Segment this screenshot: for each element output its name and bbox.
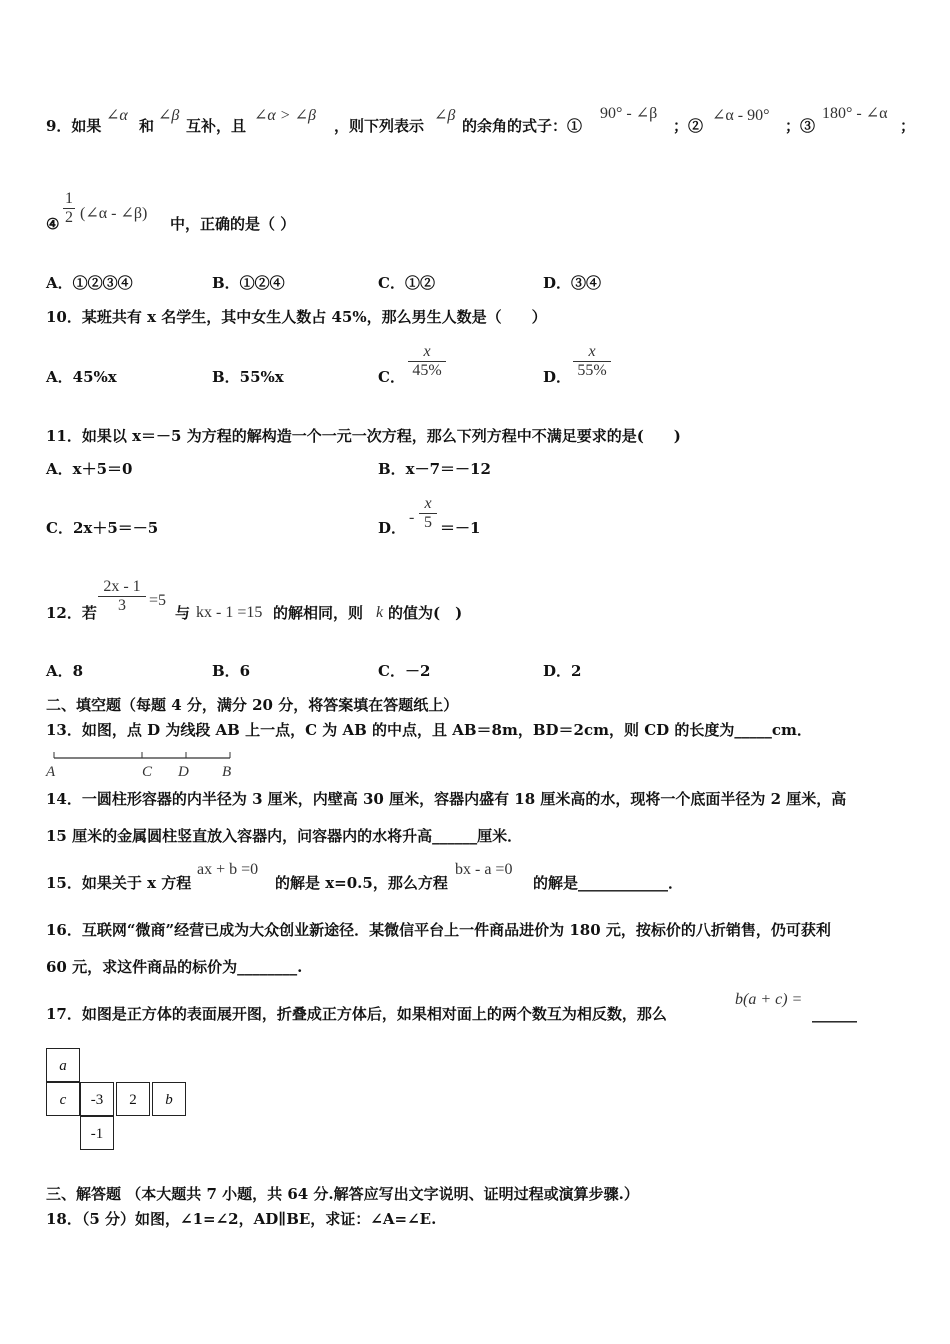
q11-stem: 11．如果以 x＝－5 为方程的解构造一个一元一次方程，那么下列方程中不满足要求的是( ) [46,427,681,445]
q12-option-a[interactable]: A．8 [46,662,84,680]
q9-sep3: ；③ [785,117,816,135]
q9-sep4: ； [900,117,916,135]
q12-option-c[interactable]: C．－2 [378,662,431,680]
q12-mid2: 的解相同，则 [273,604,364,622]
q10-option-d[interactable]: D． [543,368,572,386]
q10-d-den: 55% [577,362,607,379]
q9-item4-mark: ④ [46,215,60,233]
q16-line2: 60 元，求这件商品的标价为________. [46,958,303,976]
q11-d-minus: - [409,509,415,526]
q9-mid1: 互补，且 [186,117,247,135]
q9-option-b[interactable]: B．①②④ [212,274,285,292]
q9-tail: 中，正确的是（ ） [170,215,296,233]
q12-tail: 的值为( ) [388,604,463,622]
q9-frac-den: 2 [65,209,73,226]
q12-option-b[interactable]: B．6 [212,662,251,680]
q17-blank: ______ [812,1005,857,1023]
q10-option-c[interactable]: C． [378,368,405,386]
q10-d-fraction [573,343,611,380]
q9-angle-beta: ∠β [158,107,180,124]
q9-prefix: 9．如果 [46,117,102,135]
q13-stem: 13．如图，点 D 为线段 AB 上一点，C 为 AB 的中点，且 AB＝8m，BD＝2cm，则 CD 的长度为_____cm． [46,721,812,739]
q9-and: 和 [139,117,155,135]
q13-segment-figure [44,748,244,782]
q10-option-a[interactable]: A．45%x [46,368,117,386]
section-3-heading: 三、解答题 （本大题共 7 小题，共 64 分.解答应写出文字说明、证明过程或演算步骤.） [46,1185,639,1203]
section-2-heading: 二、填空题（每题 4 分，满分 20 分，将答案填在答题纸上） [46,696,459,714]
q9-fraction [63,190,75,227]
q18-stem: 18．（5 分）如图，∠1=∠2，AD∥BE，求证：∠A=∠E. [46,1210,437,1228]
q10-c-den: 45% [412,362,442,379]
q15-tail: 的解是____________． [533,874,684,892]
q9-expr3: 180° - ∠α [822,105,888,122]
q15-expr2: bx - a =0 [455,861,513,878]
q9-angle-beta2: ∠β [434,107,456,124]
q11-option-a[interactable]: A．x＋5＝0 [46,460,133,478]
cube-face-a: a [46,1048,80,1082]
q15-prefix: 15．如果关于 x 方程 [46,874,192,892]
label-d: D [178,764,189,780]
q12-frac-num: 2x - 1 [103,578,141,595]
q10-c-fraction [408,343,446,380]
q11-option-d[interactable]: D． [378,519,407,537]
q12-eq: =5 [149,592,167,609]
q9-expr4: (∠α - ∠β) [80,205,148,222]
q9-sep2: ；② [673,117,704,135]
q16-line1: 16．互联网“微商”经营已成为大众创业新途径．某微信平台上一件商品进价为 180 元，按标价的八折销售，仍可获利 [46,921,831,939]
q10-c-num: x [423,343,431,360]
q9-expr2: ∠α - 90° [712,107,770,124]
q12-frac-den: 3 [118,597,126,614]
q11-option-b[interactable]: B．x－7＝－12 [378,460,491,478]
q9-option-d[interactable]: D．③④ [543,274,602,292]
q9-condition: ∠α > ∠β [254,107,316,124]
q11-d-tail: ＝－1 [440,519,481,537]
q12-expr: kx - 1 =15 [196,604,263,621]
q9-mid3: 的余角的式子：① [462,117,583,135]
q15-expr1: ax + b =0 [197,861,259,878]
cube-face-c: c [46,1082,80,1116]
q9-mid2: ，则下列表示 [334,117,425,135]
q10-stem: 10．某班共有 x 名学生，其中女生人数占 45%，那么男生人数是（ ） [46,308,547,326]
label-a: A [46,764,56,780]
q11-d-den: 5 [424,514,432,531]
q12-var: k [376,604,384,621]
q9-option-c[interactable]: C．①② [378,274,435,292]
q10-d-num: x [588,343,596,360]
q9-frac-num: 1 [65,190,73,207]
cube-face-2: 2 [116,1082,150,1116]
q9-angle-alpha: ∠α [106,107,128,124]
q12-option-d[interactable]: D．2 [543,662,582,680]
q17-stem: 17．如图是正方体的表面展开图，折叠成正方体后，如果相对面上的两个数互为相反数，那么 [46,1005,667,1023]
label-b: B [222,764,232,780]
cube-face-b: b [152,1082,186,1116]
q9-expr1: 90° - ∠β [600,105,658,122]
q12-fraction [98,578,146,615]
q14-line1: 14．一圆柱形容器的内半径为 3 厘米，内壁高 30 厘米，容器内盛有 18 厘米高的水，现将一个底面半径为 2 厘米，高 [46,790,847,808]
q12-mid: 与 [175,604,191,622]
q11-d-fraction [419,495,437,532]
label-c: C [142,764,153,780]
cube-face-neg3: -3 [80,1082,114,1116]
q11-option-c[interactable]: C．2x＋5＝－5 [46,519,159,537]
q17-expr: b(a + c) = [735,991,803,1008]
q12-prefix: 12．若 [46,604,97,622]
q10-option-b[interactable]: B．55%x [212,368,284,386]
cube-face-neg1: -1 [80,1116,114,1150]
q14-line2: 15 厘米的金属圆柱竖直放入容器内，问容器内的水将升高______厘米． [46,827,523,845]
q15-mid: 的解是 x=0.5，那么方程 [275,874,448,892]
q9-option-a[interactable]: A．①②③④ [46,274,133,292]
q11-d-num: x [424,495,432,512]
